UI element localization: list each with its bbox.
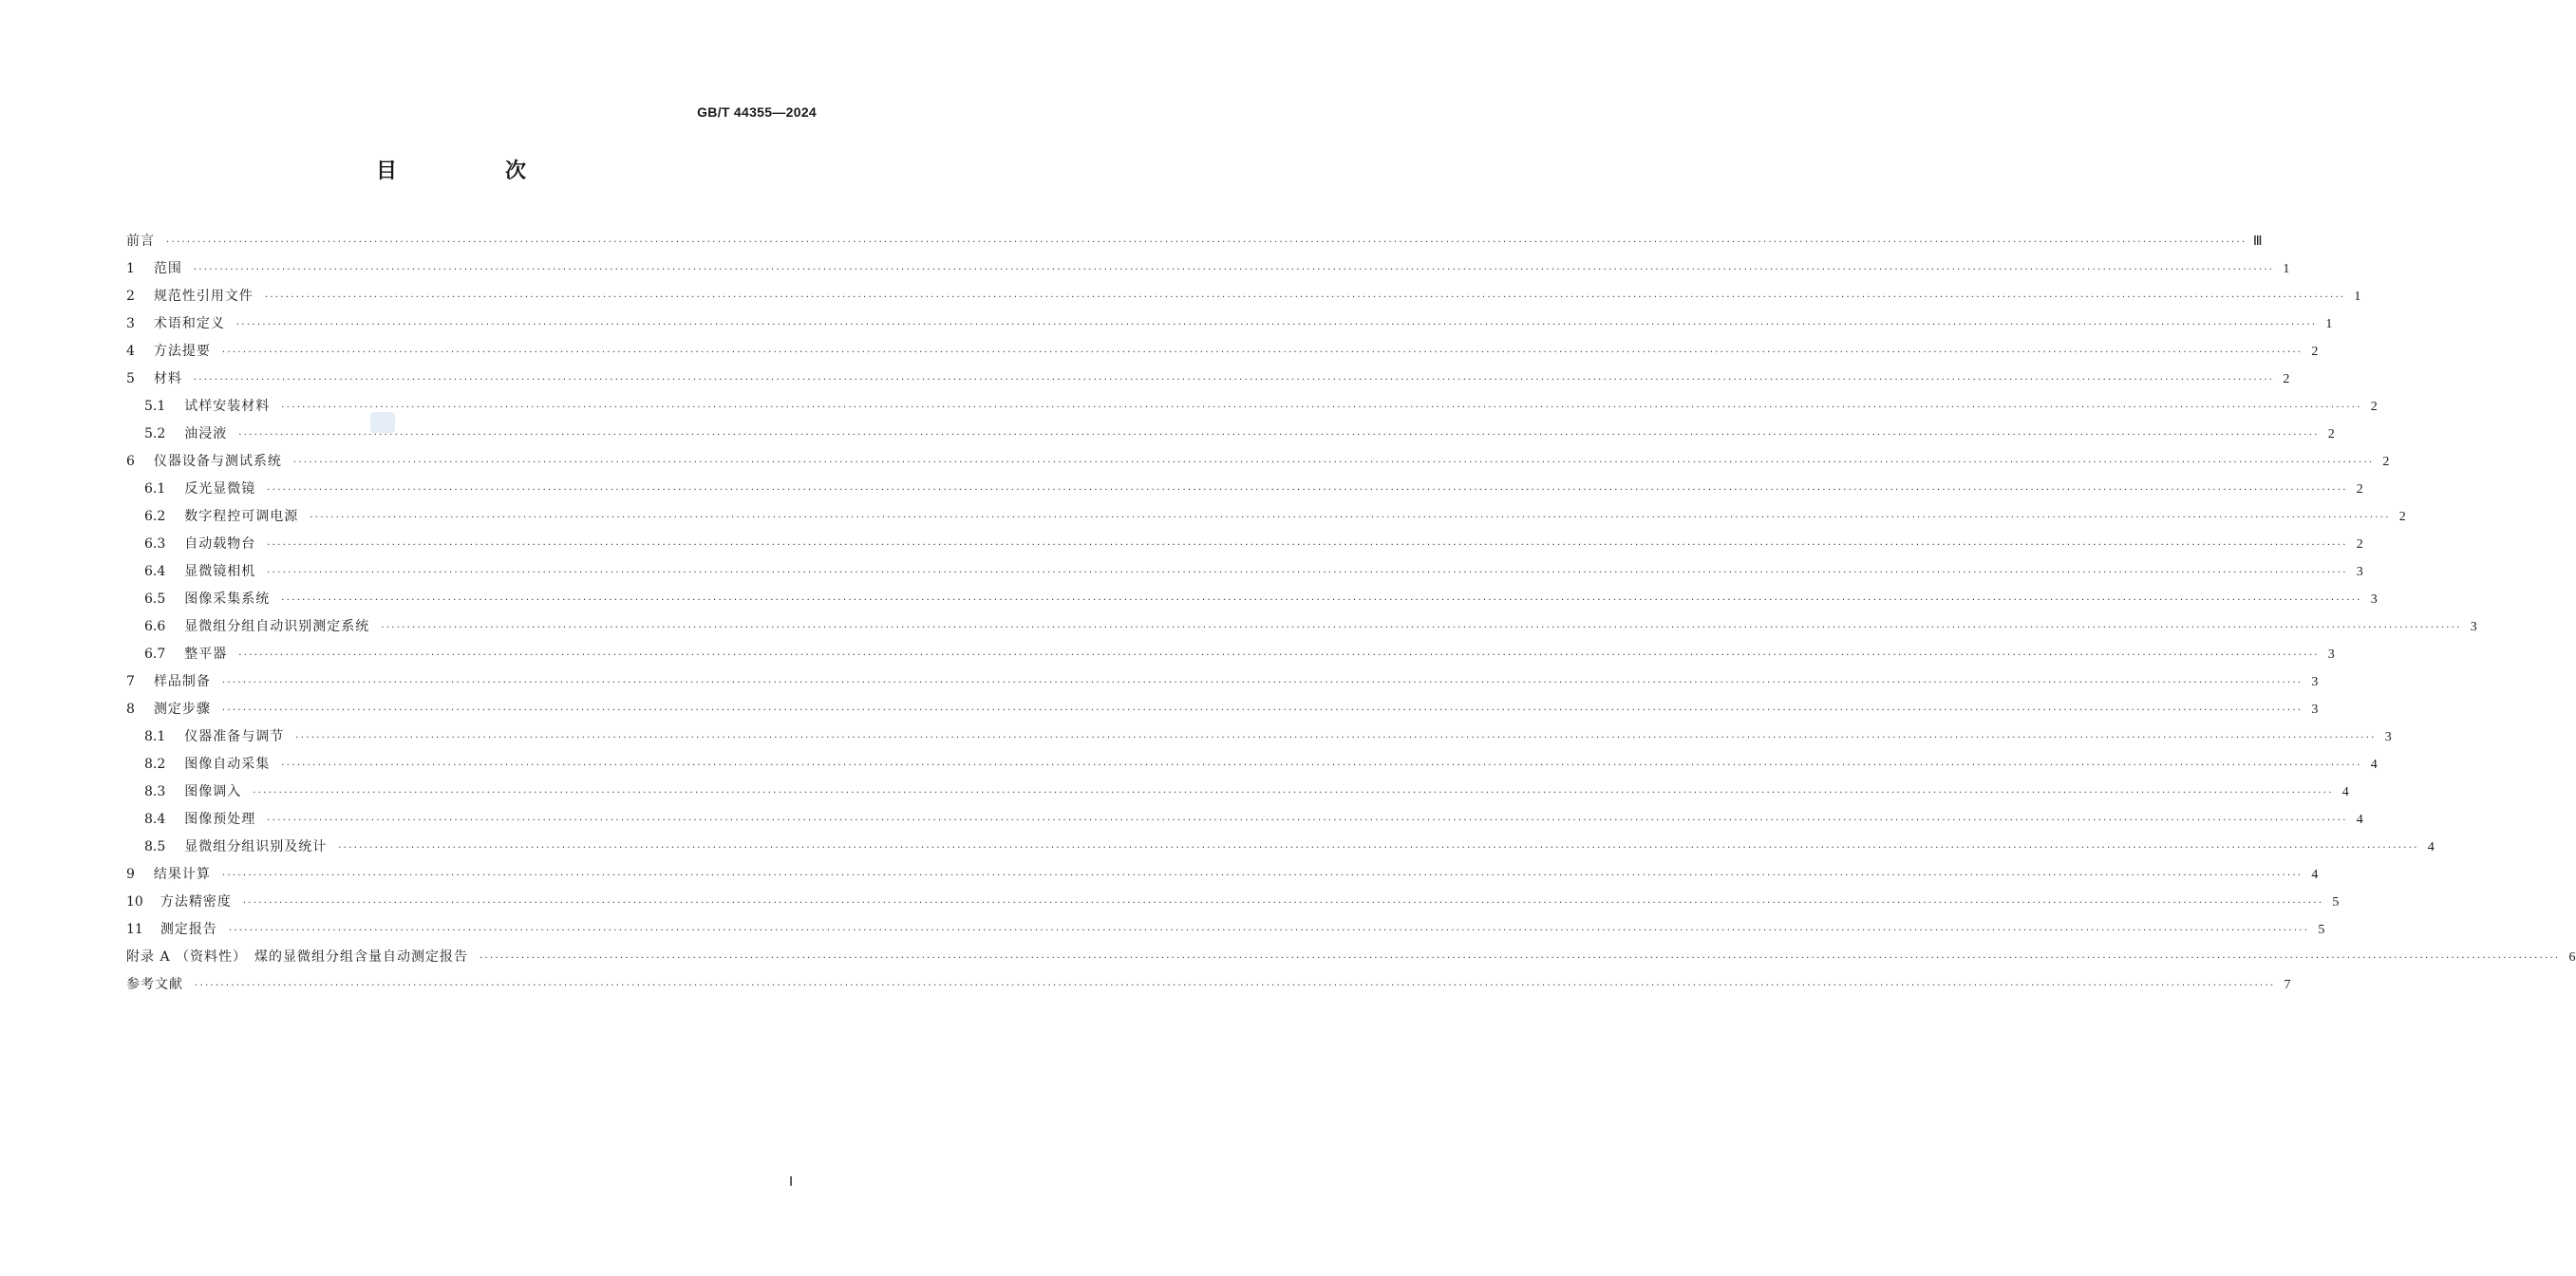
leader-dots: ················································································································································································································································································································································································································ [235, 320, 2318, 330]
toc-entry-label: 范围 [153, 261, 182, 276]
toc-entry-page: 3 [2311, 703, 2319, 717]
leader-dots: ················································································································································································································································································································································································································ [267, 816, 2348, 826]
toc-entry-label: 图像自动采集 [184, 757, 271, 772]
toc-entry-page: 2 [2311, 345, 2319, 359]
toc-entry[interactable] [126, 586, 2378, 613]
leader-dots: ················································································································································································································································································································································································································ [295, 733, 2377, 743]
toc-entry-label: 术语和定义 [153, 316, 225, 331]
toc-entry-number: 6 [126, 454, 135, 469]
toc-entry-label: 图像预处理 [184, 812, 256, 827]
toc-entry-page: Ⅲ [2252, 235, 2263, 249]
leader-dots: ················································································································································································································································································································································································································ [281, 595, 2362, 606]
leader-dots: ················································································································································································································································································································································································································ [221, 347, 2303, 358]
toc-entry-number: 8.3 [144, 784, 166, 799]
toc-entry-page: 3 [2384, 730, 2392, 744]
leader-dots: ················································································································································································································································································································································································································ [381, 623, 2462, 633]
toc-entry[interactable] [126, 834, 2435, 861]
toc-entry-label: 结果计算 [153, 867, 211, 882]
toc-entry-label: 规范性引用文件 [153, 289, 254, 304]
toc-entry[interactable] [126, 723, 2392, 751]
leader-dots: ················································································································································································································································································································································································································ [479, 953, 2561, 964]
toc-entry-page: 2 [2356, 482, 2363, 497]
toc-entry-number: 6.1 [144, 481, 166, 497]
toc-entry-number: 9 [126, 867, 135, 882]
toc-entry-page: 1 [2354, 290, 2361, 304]
toc-entry[interactable] [126, 668, 2319, 696]
toc-entry-number: 8.2 [144, 757, 166, 772]
toc-entry[interactable] [126, 779, 2349, 806]
toc-entry[interactable] [126, 806, 2363, 834]
toc-entry-page: 4 [2311, 868, 2319, 882]
toc-entry-page: 2 [2370, 400, 2378, 414]
toc-entry-number: 6.3 [144, 536, 166, 552]
toc-entry-number: 8.1 [144, 729, 166, 744]
toc-entry[interactable] [126, 641, 2335, 668]
toc-entry-number: 2 [126, 289, 135, 304]
toc-entry[interactable] [126, 476, 2363, 503]
toc-entry[interactable] [126, 310, 2333, 338]
toc-entry-page: 5 [2332, 895, 2340, 910]
toc-entry-page: 4 [2356, 813, 2363, 827]
toc-entry[interactable] [126, 613, 2477, 641]
leader-dots: ················································································································································································································································································································································································································ [238, 430, 2320, 441]
toc-entry-page: 3 [2356, 565, 2363, 579]
toc-entry-label: 仪器准备与调节 [184, 729, 285, 744]
table-of-contents [126, 228, 2576, 999]
toc-entry-label: 测定步骤 [153, 702, 211, 717]
toc-entry-number: 4 [126, 344, 135, 359]
toc-entry-number: 6.7 [144, 647, 166, 662]
toc-entry[interactable] [126, 421, 2335, 448]
toc-entry-number: 6.2 [144, 509, 166, 524]
toc-entry[interactable] [126, 228, 2263, 255]
toc-entry[interactable] [126, 448, 2390, 476]
leader-dots: ················································································································································································································································································································································································································ [253, 788, 2334, 798]
leader-dots: ················································································································································································································································································································································································································ [221, 678, 2303, 688]
toc-entry-page: 2 [2327, 427, 2335, 441]
toc-entry-label: 附录 A （资料性） 煤的显微组分组含量自动测定报告 [126, 949, 469, 965]
leader-dots: ················································································································································································································································································································································································································ [193, 265, 2275, 275]
toc-entry[interactable] [126, 916, 2325, 944]
leader-dots: ················································································································································································································································································································································································································ [166, 237, 2247, 248]
leader-dots: ················································································································································································································································································································································································································ [267, 568, 2348, 578]
toc-entry-page: 2 [2398, 510, 2406, 524]
toc-entry[interactable] [126, 558, 2363, 586]
toc-entry-page: 3 [2311, 675, 2319, 689]
toc-entry-page: 1 [2283, 262, 2290, 276]
toc-entry-page: 3 [2470, 620, 2477, 634]
toc-entry-label: 前言 [126, 234, 155, 249]
toc-entry-number: 5.1 [144, 399, 166, 414]
toc-entry-label: 参考文献 [126, 977, 183, 992]
toc-entry-label: 数字程控可调电源 [184, 509, 299, 524]
leader-dots: ················································································································································································································································································································································································································ [221, 871, 2303, 881]
toc-entry-page: 6 [2568, 950, 2576, 965]
toc-entry-label: 图像调入 [184, 784, 242, 799]
toc-entry-page: 4 [2370, 758, 2378, 772]
toc-entry-page: 4 [2427, 840, 2435, 854]
toc-entry-number: 7 [126, 674, 135, 689]
leader-dots: ················································································································································································································································································································································································································ [193, 375, 2275, 385]
leader-dots: ················································································································································································································································································································································································································ [195, 981, 2276, 991]
toc-entry[interactable] [126, 889, 2340, 916]
leader-dots: ················································································································································································································································································································································································································ [228, 926, 2310, 936]
toc-entry-label: 图像采集系统 [184, 591, 271, 607]
leader-dots: ················································································································································································································································································································································································································ [310, 513, 2391, 523]
toc-entry-page: 5 [2318, 923, 2325, 937]
leader-dots: ················································································································································································································································································································································································································ [292, 458, 2375, 468]
toc-entry-number: 6.5 [144, 591, 166, 607]
toc-entry-number: 5.2 [144, 426, 166, 441]
leader-dots: ················································································································································································································································································································································································································ [281, 760, 2362, 771]
toc-entry[interactable] [126, 861, 2319, 889]
toc-entry-number: 1 [126, 261, 135, 276]
toc-entry-page: 7 [2284, 978, 2291, 992]
leader-dots: ················································································································································································································································································································································································································ [238, 650, 2320, 661]
toc-entry-number: 3 [126, 316, 135, 331]
toc-entry-number: 11 [126, 922, 143, 937]
toc-entry-label: 试样安装材料 [184, 399, 271, 414]
toc-entry[interactable] [126, 366, 2290, 393]
toc-entry[interactable] [126, 255, 2290, 283]
toc-entry-label: 显微组分组自动识别测定系统 [184, 619, 370, 634]
leader-dots: ················································································································································································································································································································································································································ [221, 705, 2303, 716]
toc-entry[interactable] [126, 944, 2576, 971]
toc-entry-page: 2 [2356, 537, 2363, 552]
leader-dots: ················································································································································································································································································································································································································ [267, 485, 2348, 496]
page-number: Ⅰ [789, 1175, 794, 1190]
toc-entry-label: 样品制备 [153, 674, 211, 689]
toc-entry-label: 油浸液 [184, 426, 228, 441]
toc-entry-page: 3 [2327, 647, 2335, 662]
toc-entry-page: 2 [2283, 372, 2290, 386]
toc-entry[interactable] [126, 393, 2378, 421]
leader-dots: ················································································································································································································································································································································································································ [281, 403, 2362, 413]
toc-entry-label: 显微组分组识别及统计 [184, 839, 328, 854]
leader-dots: ················································································································································································································································································································································································································ [264, 292, 2346, 303]
toc-entry-page: 4 [2341, 785, 2349, 799]
toc-entry-number: 8.4 [144, 812, 166, 827]
toc-entry[interactable] [126, 503, 2406, 531]
toc-entry[interactable] [126, 531, 2363, 558]
toc-entry[interactable] [126, 751, 2378, 779]
toc-entry-page: 2 [2382, 455, 2390, 469]
toc-entry-page: 1 [2325, 317, 2333, 331]
toc-entry[interactable] [126, 696, 2319, 723]
toc-entry-number: 6.6 [144, 619, 166, 634]
toc-entry[interactable] [126, 971, 2291, 999]
toc-entry-label: 整平器 [184, 647, 228, 662]
toc-entry-label: 方法精密度 [160, 894, 232, 910]
page-title: 目 次 [375, 160, 570, 183]
toc-entry-number: 5 [126, 371, 135, 386]
toc-entry-number: 8 [126, 702, 135, 717]
standard-code: GB/T 44355—2024 [697, 104, 817, 120]
toc-entry-label: 仪器设备与测试系统 [153, 454, 282, 469]
toc-entry-number: 6.4 [144, 564, 166, 579]
toc-entry-label: 反光显微镜 [184, 481, 256, 497]
toc-entry-number: 8.5 [144, 839, 166, 854]
leader-dots: ················································································································································································································································································································································································································ [267, 540, 2348, 551]
toc-entry-label: 自动载物台 [184, 536, 256, 552]
toc-entry-label: 显微镜相机 [184, 564, 256, 579]
toc-entry-label: 测定报告 [160, 922, 217, 937]
toc-entry-number: 10 [126, 894, 143, 910]
leader-dots: ················································································································································································································································································································································································································ [242, 898, 2324, 909]
toc-entry[interactable] [126, 338, 2319, 366]
toc-entry-label: 方法提要 [153, 344, 211, 359]
toc-entry[interactable] [126, 283, 2361, 310]
leader-dots: ················································································································································································································································································································································································································ [338, 843, 2419, 854]
toc-entry-label: 材料 [153, 371, 182, 386]
toc-entry-page: 3 [2370, 592, 2378, 607]
